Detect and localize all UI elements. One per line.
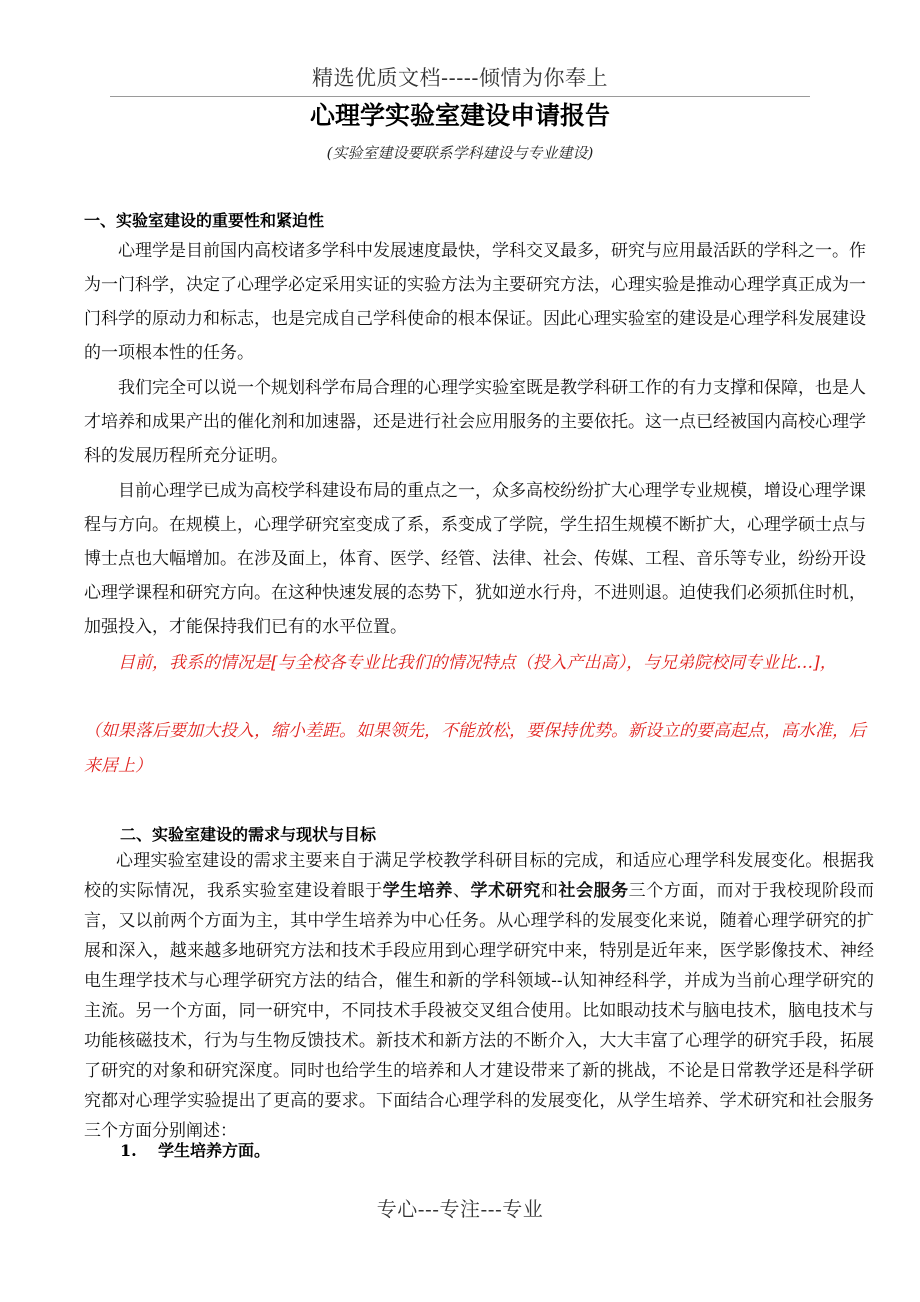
section-1-paragraph-3: 目前心理学已成为高校学科建设布局的重点之一，众多高校纷纷扩大心理学专业规模，增设心理学课程与方向。在规模上，心理学研究室变成了系，系变成了学院，学生招生规模不断扩大，心理学硕士点与博士点也大幅增加。在涉及面上，体育、医学、经管、法律、社会、传媒、工程、音乐等专业，纷纷开设心理学课程和研究方向。在这种快速发展的态势下，犹如逆水行舟，不进则退。迫使我们必须抓住时机，加强投入，才能保持我们已有的水平位置。 (84, 481, 866, 637)
list-item-1 (120, 1138, 270, 1161)
list-item-label: 学生培养方面。 (158, 1141, 271, 1160)
document-subtitle: (实验室建设要联系学科建设与专业建设) (326, 144, 594, 162)
page-footer: 专心---专注---专业 (376, 1197, 544, 1221)
section-1-note-red-1: 目前，我系的情况是[与全校各专业比我们的情况特点（投入产出高），与兄弟院校同专业比…]， (118, 653, 837, 673)
document-title: 心理学实验室建设申请报告 (309, 101, 610, 130)
page-header: 精选优质文档-----倾情为你奉上 (312, 66, 608, 90)
section-1-note-red-2: （如果落后要加大投入，缩小差距。如果领先，不能放松，要保持优势。新设立的要高起点，高水准，后来居上） (84, 721, 866, 776)
section-1-paragraph-2: 我们完全可以说一个规划科学布局合理的心理学实验室既是教学科研工作的有力支撑和保障，也是人才培养和成果产出的催化剂和加速器，还是进行社会应用服务的主要依托。这一点已经被国内高校心理学科的发展历程所充分证明。 (84, 378, 866, 466)
list-item-number: 1. (120, 1141, 137, 1160)
section-1-heading: 一、实验室建设的重要性和紧迫性 (84, 211, 325, 230)
section-2-paragraph-1: 心理实验室建设的需求主要来自于满足学校教学科研目标的完成，和适应心理学科发展变化。根据我校的实际情况，我系实验室建设着眼于学生培养、学术研究和社会服务三个方面，而对于我校现阶段而言，又以前两个方面为主，其中学生培养为中心任务。从心理学科的发展变化来说，随着心理学研究的扩展和深入，越来越多地研究方法和技术手段应用到心理学研究中来，特别是近年来，医学影像技术、神经电生理学技术与心理学研究方法的结合，催生和新的学科领域--认知神经科学，并成为当前心理学研究的主流。另一个方面，同一研究中，不同技术手段被交叉组合使用。比如眼动技术与脑电技术，脑电技术与功能核磁技术，行为与生物反馈技术。新技术和新方法的不断介入，大大丰富了心理学的研究手段，拓展了研究的对象和研究深度。同时也给学生的培养和人才建设带来了新的挑战，不论是日常教学还是科学研究都对心理学实验提出了更高的要求。下面结合心理学科的发展变化，从学生培养、学术研究和社会服务三个方面分别阐述： (84, 851, 875, 1141)
bold-student-training: 学生培养 (382, 881, 453, 901)
bold-academic-research: 学术研究 (470, 881, 541, 901)
bold-social-service: 社会服务 (558, 881, 629, 901)
section-2-heading: 二、实验室建设的需求与现状与目标 (120, 825, 377, 844)
section-1-paragraph-1: 心理学是目前国内高校诸多学科中发展速度最快，学科交叉最多，研究与应用最活跃的学科之一。作为一门科学，决定了心理学必定采用实证的实验方法为主要研究方法，心理实验是推动心理学真正成为一门科学的原动力和标志，也是完成自己学科使命的根本保证。因此心理实验室的建设是心理学科发展建设的一项根本性的任务。 (84, 241, 866, 363)
